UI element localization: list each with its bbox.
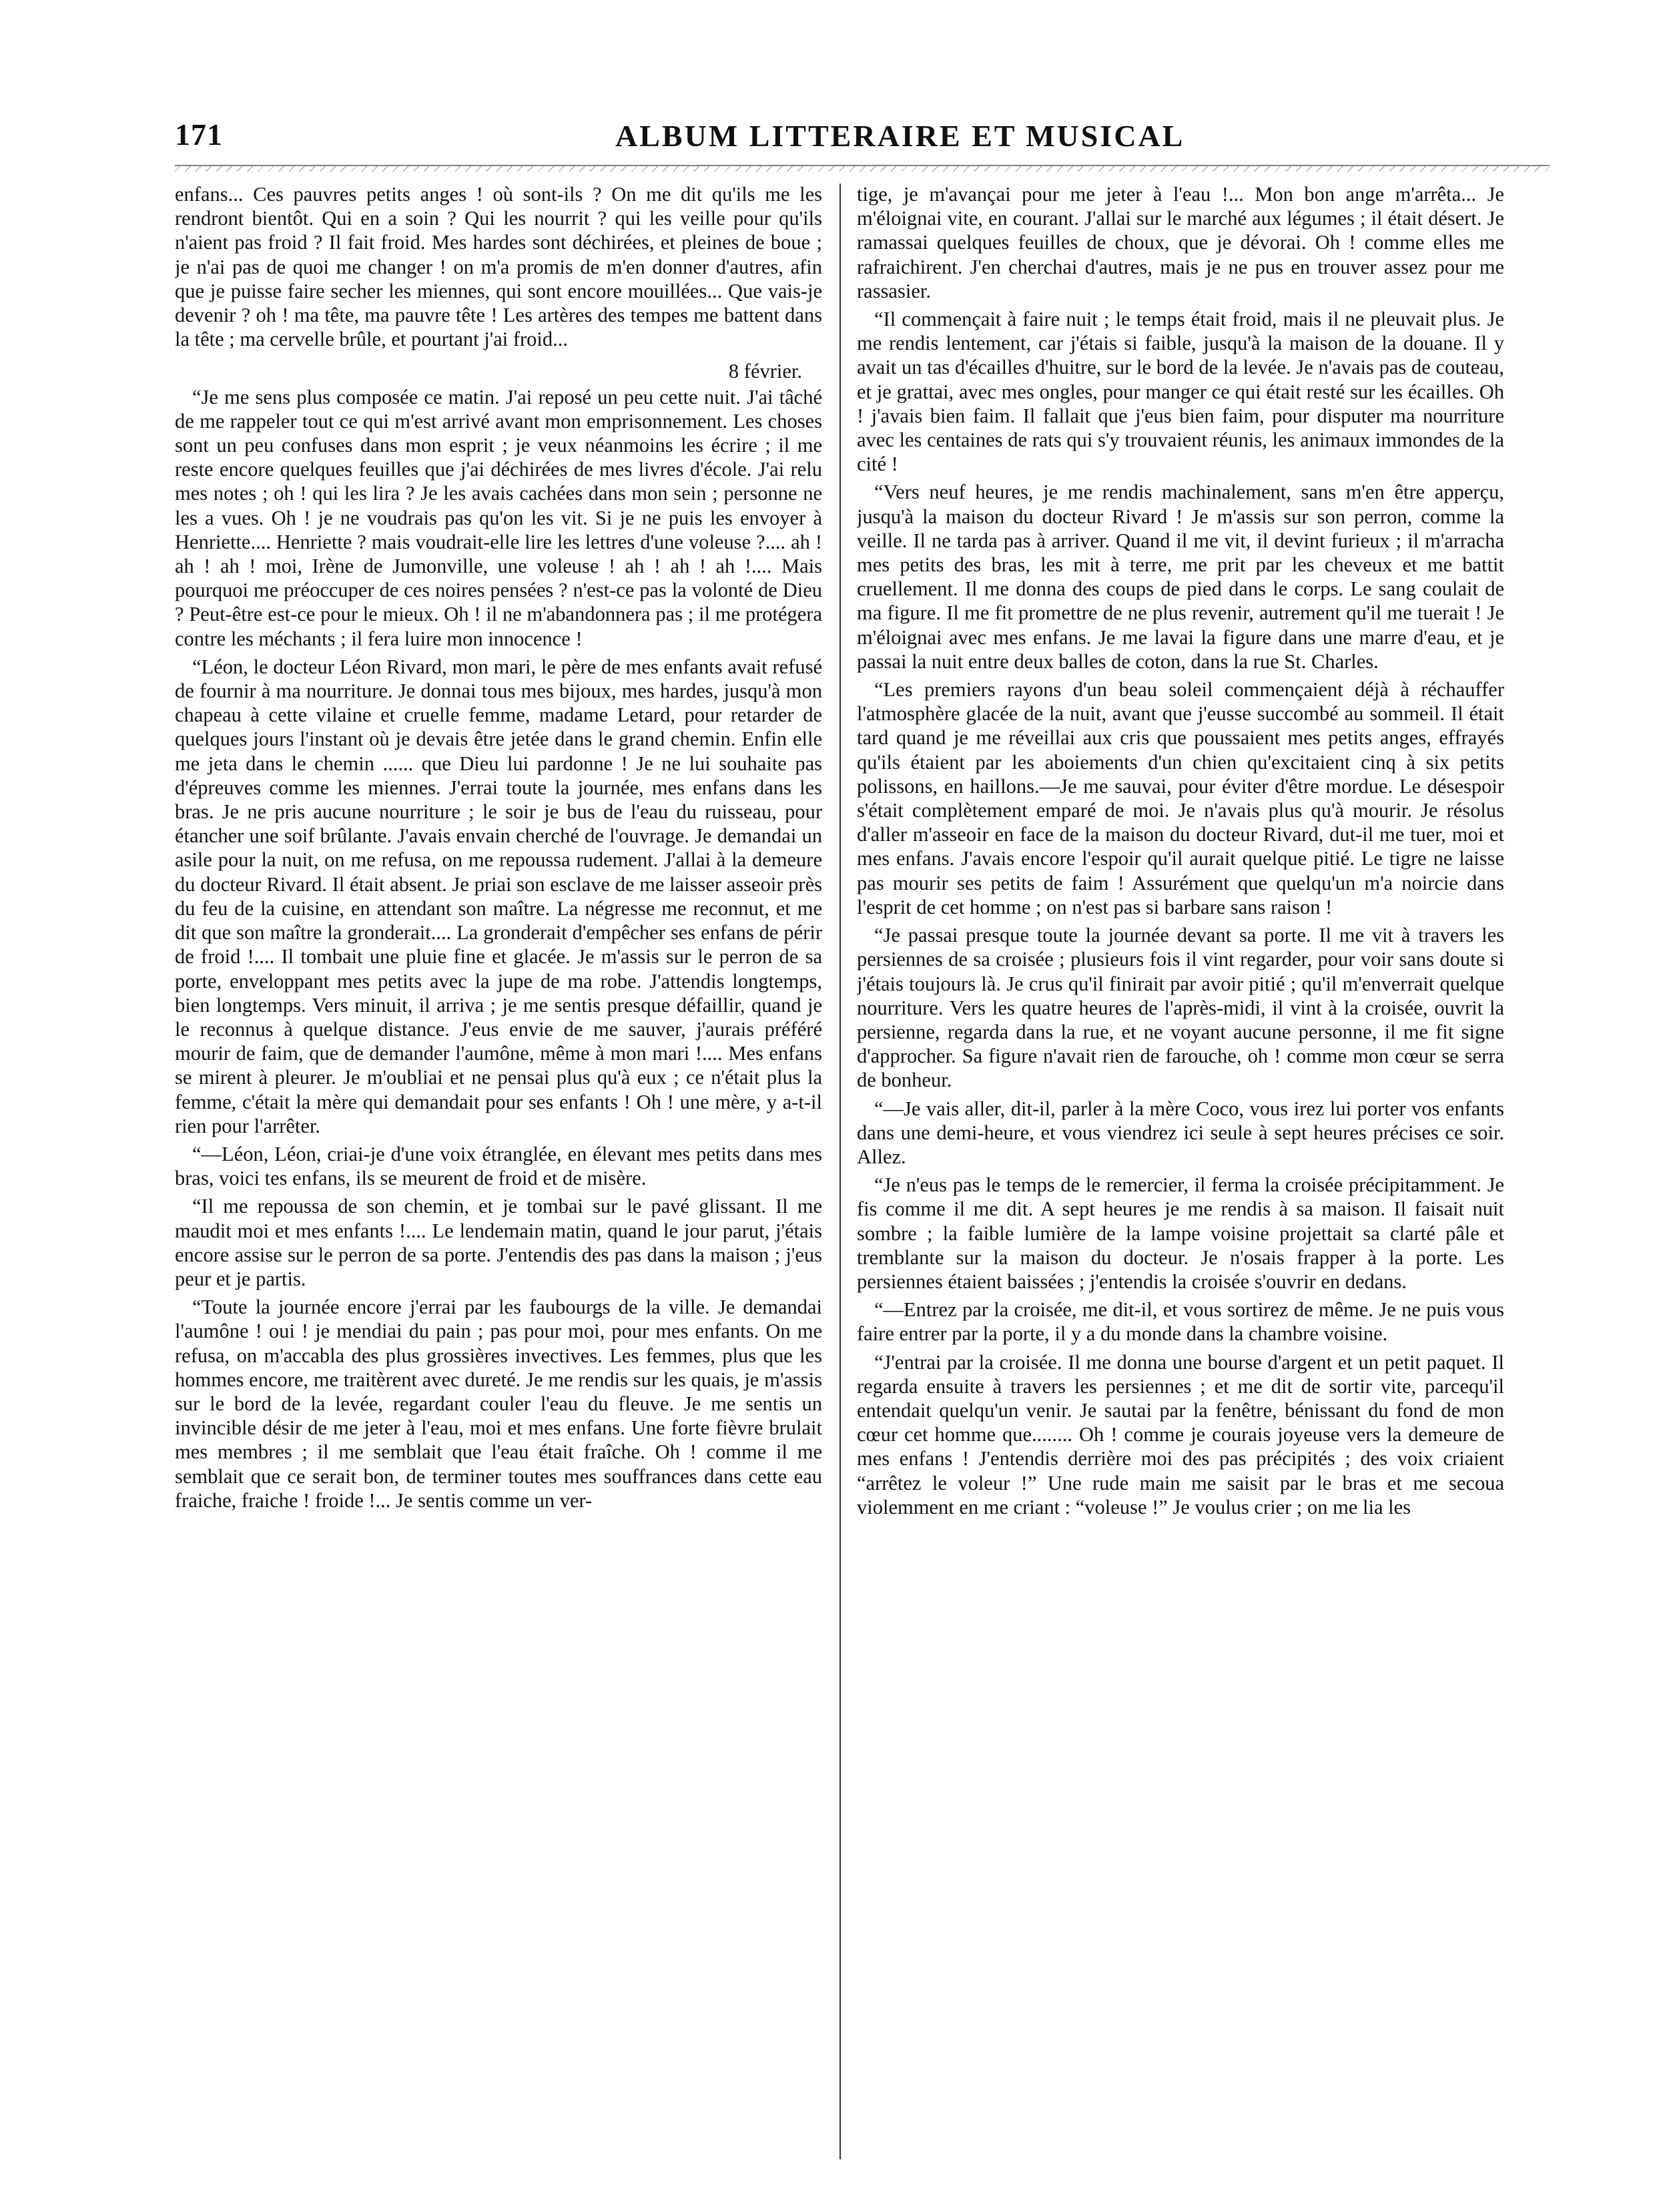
paragraph: “Il me repoussa de son chemin, et je tombai sur le pavé glissant. Il me maudit moi et mes enfants !.... Le lendemain matin, quand le jour parut, j'étais encore assise sur le perron de sa porte. J'entendis des pas dans la maison ; j'eus peur et je partis.	[175, 1195, 822, 1290]
paragraph: “Toute la journée encore j'errai par les faubourgs de la ville. Je demandai l'aumône ! oui ! je mendiai du pain ; pas pour moi, pour mes enfants. On me refusa, on m'accabla des plus grossières invectives. Les femmes, plus que les hommes encore, me traitèrent avec dureté. Je me rendis sur les quais, je m'assis sur le bord de la levée, regardant couler l'eau du fleuve. Je me sentis un invincible désir de me jeter à l'eau, moi et mes enfans. Une forte fièvre brulait mes membres ; il me semblait que l'eau était fraîche. Oh ! comme il me semblait que ce serait bon, de terminer toutes mes souffrances dans cette eau fraiche, fraiche ! froide !... Je sentis comme un ver-	[175, 1296, 822, 1512]
paragraph: enfans... Ces pauvres petits anges ! où sont-ils ? On me dit qu'ils me les rendront bientôt. Qui en a soin ? Qui les nourrit ? qui les veille pour qu'ils n'aient pas froid ? Il fait froid. Mes hardes sont déchirées, et pleines de boue ; je n'ai pas de quoi me changer ! on m'a promis de m'en donner d'autres, afin que je puisse faire secher les miennes, qui sont encore mouillées... Que vais-je devenir ? oh ! ma tête, ma pauvre tête ! Les artères des tempes me battent dans la tête ; ma cervelle brûle, et pourtant j'ai froid...	[175, 183, 822, 351]
left-column	[175, 182, 822, 2178]
paragraph: “J'entrai par la croisée. Il me donna une bourse d'argent et un petit paquet. Il regarda ensuite à travers les persiennes ; et me dit de sortir vite, parcequ'il entendait quelqu'un venir. Je sautai par la fenêtre, bénissant du fond de mon cœur cet homme que........ Oh ! comme je courais joyeuse vers la demeure de mes enfans ! J'entendis derrière moi des pas précipités ; des voix criaient “arrêtez le voleur !” Une rude main me saisit par le bras et me secoua violemment en me criant : “voleuse !” Je voulus crier ; on me lia les	[857, 1350, 1504, 1518]
paragraph: tige, je m'avançai pour me jeter à l'eau !... Mon bon ange m'arrêta... Je m'éloignai vite, en courant. J'allai sur le marché aux légumes ; il était désert. Je ramassai quelques feuilles de choux, que je dévorai. Oh ! comme elles me rafraichirent. J'en cherchai d'autres, mais je ne pus en trouver assez pour me rassasier.	[857, 183, 1504, 302]
paragraph: “—Je vais aller, dit-il, parler à la mère Coco, vous irez lui porter vos enfants dans une demi-heure, et vous viendrez ici seule à sept heures précises ce soir. Allez.	[857, 1097, 1504, 1168]
paragraph: “Je me sens plus composée ce matin. J'ai reposé un peu cette nuit. J'ai tâché de me rappeler tout ce qui m'est arrivé avant mon emprisonnement. Les choses sont un peu confuses dans mon esprit ; je veux néanmoins les écrire ; il me reste encore quelques feuilles que j'ai déchirées de mes livres d'école. J'ai relu mes notes ; oh ! qui les lira ? Je les avais cachées dans mon sein ; personne ne les a vues. Oh ! je ne voudrais pas qu'on les vit. Si je ne puis les envoyer à Henriette.... Henriette ? mais voudrait-elle lire les lettres d'une voleuse ?.... ah ! ah ! ah ! moi, Irène de Jumonville, une voleuse ! ah ! ah ! ah !.... Mais pourquoi me préoccuper de ces noires pensées ? n'est-ce pas la volonté de Dieu ? Peut-être est-ce pour le mieux. Oh ! il ne m'abandonnera pas ; il me protégera contre les méchants ; il fera luire mon innocence !	[175, 385, 822, 650]
running-title: ALBUM LITTERAIRE ET MUSICAL	[615, 119, 1185, 153]
paragraph: “—Entrez par la croisée, me dit-il, et vous sortirez de même. Je ne puis vous faire entrer par la porte, il y a du monde dans la chambre voisine.	[857, 1298, 1504, 1346]
paragraph: “Il commençait à faire nuit ; le temps était froid, mais il ne pleuvait plus. Je me rendis lentement, car j'étais si faible, jusqu'à la maison de la douane. Il y avait un tas d'écailles d'huitre, sur le bord de la levée. Je n'avais pas de couteau, et je grattai, avec mes ongles, pour manger ce qui était resté sur les écailles. Oh ! j'avais bien faim. Il fallait que j'eus bien faim, pour disputer ma nourriture avec les centaines de rats qui s'y trouvaient réunis, les animaux immondes de la cité !	[857, 308, 1504, 476]
paragraph: “Vers neuf heures, je me rendis machinalement, sans m'en être apperçu, jusqu'à la maison du docteur Rivard ! Je m'assis sur son perron, comme la veille. Il ne tarda pas à arriver. Quand il me vit, il devint furieux ; il m'arracha mes petits des bras, les mit à terre, me prit par les cheveux et me battit cruellement. Il me donna des coups de pied dans le corps. Le sang coulait de ma figure. Il me fit promettre de ne plus revenir, autrement qu'il me tuerait ! Je m'éloignai avec mes enfans. Je me lavai la figure dans une marre d'eau, et je passai la nuit entre deux balles de coton, dans la rue St. Charles.	[857, 481, 1504, 673]
header-rule	[175, 165, 1550, 172]
paragraph: “Je n'eus pas le temps de le remercier, il ferma la croisée précipitamment. Je fis comme il me dit. A sept heures je me rendis à sa maison. Il faisait nuit sombre ; la faible lumière de la lampe voisine projettait sa clarté pâle et tremblante sur la maison du docteur. Je n'osais frapper à la porte. Les persiennes étaient baissées ; j'entendis la croisée s'ouvrir en dedans.	[857, 1173, 1504, 1293]
page-header	[175, 110, 1550, 164]
page-number: 171	[175, 117, 223, 152]
paragraph: “—Léon, Léon, criai-je d'une voix étranglée, en élevant mes petits dans mes bras, voici tes enfans, ils se meurent de froid et de misère.	[175, 1142, 822, 1190]
paragraph: “Léon, le docteur Léon Rivard, mon mari, le père de mes enfants avait refusé de fournir à ma nourriture. Je donnai tous mes bijoux, mes hardes, jusqu'à mon chapeau à cette vilaine et cruelle femme, madame Letard, pour retarder de quelques jours l'instant où je devais être jetée dans le grand chemin. Enfin elle me jeta dans le chemin ...... que Dieu lui pardonne ! Je ne lui souhaite pas d'épreuves comme les miennes. J'errai toute la journée, mes enfans dans les bras. Je ne pris aucune nourriture ; le soir je bus de l'eau du ruisseau, pour étancher une soif brûlante. J'avais envain cherché de l'ouvrage. Je demandai un asile pour la nuit, on me refusa, on me repoussa rudement. J'allai à la demeure du docteur Rivard. Il était absent. Je priai son esclave de me laisser asseoir près du feu de la cuisine, en attendant son maître. La négresse me reconnut, et me dit que son maître la gronderait.... La gronderait d'empêcher ses enfans de périr de froid !.... Il tombait une pluie fine et glacée. Je m'assis sur le perron de sa porte, enveloppant mes petits avec la jupe de ma robe. J'attendis longtemps, bien longtemps. Vers minuit, il arriva ; je me sentis presque défaillir, quand je le reconnus à quelque distance. J'eus envie de me sauver, j'aurais préféré mourir de faim, que de demander l'aumône, même à mon mari !.... Mes enfans se mirent à pleurer. Je m'oubliai et ne pensai plus qu'à eux ; ce n'était plus la femme, c'était la mère qui demandait pour ses enfants ! Oh ! une mère, y a-t-il rien pour l'arrêter.	[175, 655, 822, 1137]
dateline: 8 février.	[728, 360, 802, 383]
paragraph: “Je passai presque toute la journée devant sa porte. Il me vit à travers les persiennes de sa croisée ; plusieurs fois il vint regarder, pour voir sans doute si j'étais toujours là. Je crus qu'il finirait par avoir pitié ; qu'il m'enverrait quelque nourriture. Vers les quatre heures de l'après-midi, il vint à la croisée, ouvrit la persienne, regarda dans la rue, et ne voyant aucune personne, il me fit signe d'approcher. Sa figure n'avait rien de farouche, oh ! comme mon cœur se serra de bonheur.	[857, 924, 1504, 1092]
page	[175, 110, 1563, 2173]
column-divider	[840, 184, 841, 2159]
right-column	[857, 182, 1504, 2178]
paragraph: “Les premiers rayons d'un beau soleil commençaient déjà à réchauffer l'atmosphère glacée de la nuit, avant que j'eusse succombé au sommeil. Il était tard quand je me réveillai aux cris que poussaient mes petits anges, effrayés qu'ils étaient par les aboiements d'un chien qu'excitaient cinq à six petits polissons, en haillons.—Je me sauvai, pour éviter d'être mordue. Le désespoir s'était complètement emparé de moi. Je n'avais plus qu'à mourir. Je résolus d'aller m'asseoir en face de la maison du docteur Rivard, dut-il me tuer, moi et mes enfans. J'avais encore l'espoir qu'il aurait quelque pitié. Le tigre ne laisse pas mourir ses petits de faim ! Assurément que quelqu'un m'a noircie dans l'esprit de cet homme ; on n'est pas si barbare sans raison !	[857, 678, 1504, 918]
